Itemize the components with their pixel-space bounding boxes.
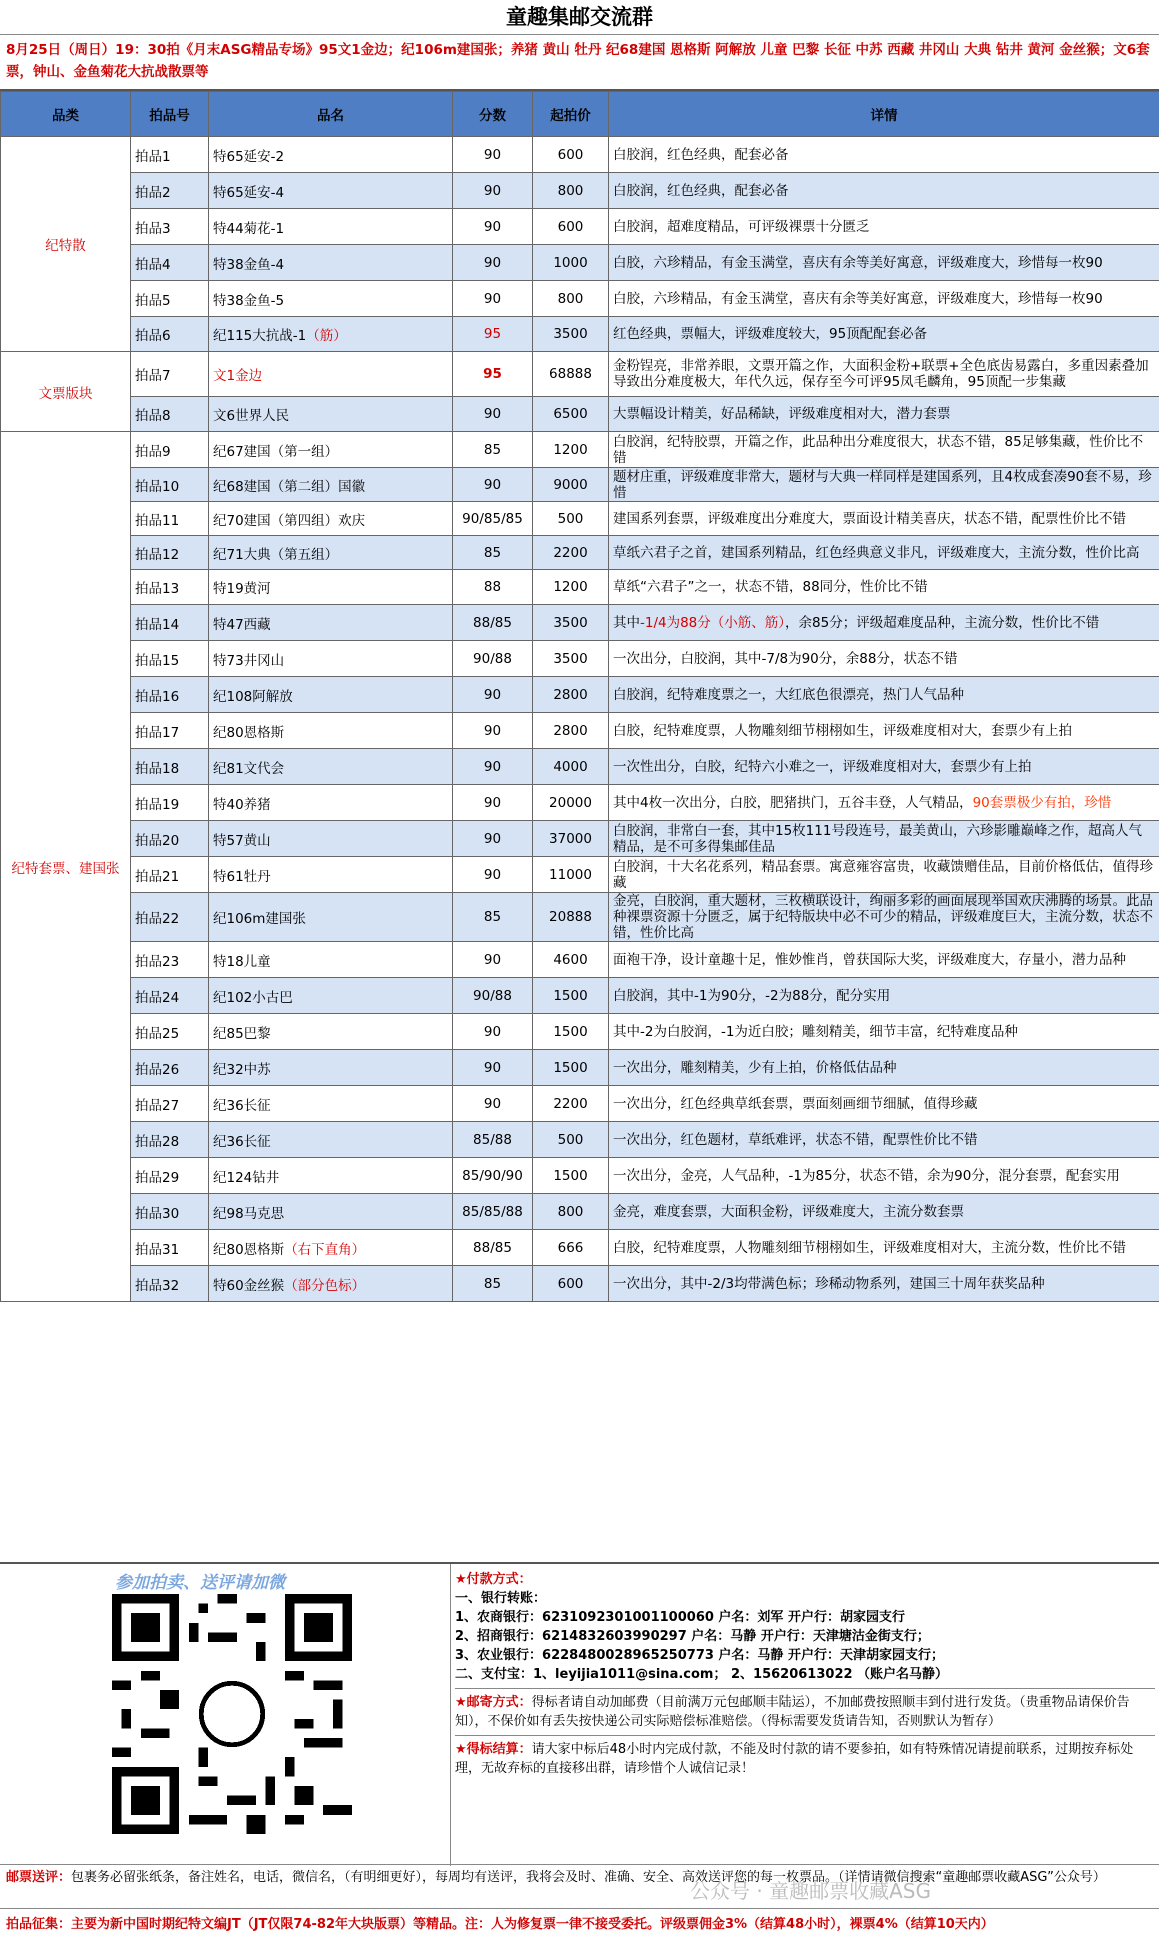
lot-price: 1500 xyxy=(533,1050,609,1086)
lot-number: 拍品25 xyxy=(131,1014,209,1050)
detail-text: 白胶润，十大名花系列，精品套票。寓意雍容富贵，收藏馈赠佳品，目前价格低估，值得珍藏 xyxy=(613,858,1153,891)
table-row xyxy=(1,1050,1159,1086)
payment-info xyxy=(455,1570,1155,1778)
table-row xyxy=(1,1194,1159,1230)
lot-score: 88 xyxy=(453,570,533,605)
lot-detail xyxy=(609,245,1159,281)
lot-score: 90 xyxy=(453,785,533,821)
lot-detail xyxy=(609,1050,1159,1086)
lot-name xyxy=(209,209,453,245)
detail-text: 一次出分，金亮，人气品种，-1为85分，状态不错，余为90分，混分套票，配套实用 xyxy=(613,1167,1120,1184)
table-row xyxy=(1,1266,1159,1302)
lot-number: 拍品32 xyxy=(131,1266,209,1302)
page-title: 童趣集邮交流群 xyxy=(0,0,1159,35)
table-row xyxy=(1,468,1159,502)
detail-text: 一次出分，红色经典草纸套票，票面刻画细节细腻，值得珍藏 xyxy=(613,1095,978,1112)
lot-number: 拍品7 xyxy=(131,352,209,397)
lot-name xyxy=(209,1266,453,1302)
lot-name-text: 纪98马克思 xyxy=(213,1205,285,1222)
lot-price: 1500 xyxy=(533,1014,609,1050)
lot-name-text: 特73井冈山 xyxy=(213,652,285,669)
detail-text: 白胶润，超难度精品，可评级裸票十分匮乏 xyxy=(613,218,870,235)
shipping-title: ★邮寄方式： xyxy=(455,1695,532,1710)
table-row xyxy=(1,713,1159,749)
lot-price: 2200 xyxy=(533,1086,609,1122)
watermark: 公众号 · 童趣邮票收藏ASG xyxy=(690,1879,931,1903)
lot-score: 90/88 xyxy=(453,641,533,677)
lot-detail xyxy=(609,1086,1159,1122)
table-row xyxy=(1,1086,1159,1122)
detail-text: 草纸“六君子”之一，状态不错，88同分，性价比不错 xyxy=(613,579,928,595)
lot-price: 800 xyxy=(533,281,609,317)
lot-number: 拍品9 xyxy=(131,432,209,468)
lot-name xyxy=(209,245,453,281)
lot-score: 85 xyxy=(453,1266,533,1302)
lot-number: 拍品21 xyxy=(131,857,209,893)
detail-text: 白胶，六珍精品，有金玉满堂，喜庆有余等美好寓意，评级难度大，珍惜每一枚90 xyxy=(613,290,1103,307)
lot-score: 90 xyxy=(453,468,533,502)
detail-text: 白胶润，红色经典，配套必备 xyxy=(613,182,789,199)
lot-price: 9000 xyxy=(533,468,609,502)
lot-number: 拍品27 xyxy=(131,1086,209,1122)
lot-price: 800 xyxy=(533,1194,609,1230)
lot-score: 85 xyxy=(453,536,533,570)
table-row xyxy=(1,1158,1159,1194)
lot-score: 90 xyxy=(453,209,533,245)
lot-name xyxy=(209,893,453,942)
lot-name-note: （部分色标） xyxy=(284,1277,366,1294)
bank-line-3: 3、农业银行：6228480028965250773 户名：马静 开户行：天津胡家园支行； xyxy=(455,1648,944,1663)
table-row xyxy=(1,173,1159,209)
detail-highlight: -1/4为88分（小筋、筋） xyxy=(640,614,786,631)
category-cell: 文票版块 xyxy=(1,352,131,432)
lot-number: 拍品12 xyxy=(131,536,209,570)
header-name: 品名 xyxy=(209,92,453,137)
lot-name xyxy=(209,502,453,536)
detail-text: 白胶润，纪特胶票，开篇之作，此品种出分难度很大，状态不错，85足够集藏，性价比不错 xyxy=(613,433,1144,466)
table-row xyxy=(1,821,1159,857)
lot-score: 85 xyxy=(453,432,533,468)
lot-price: 666 xyxy=(533,1230,609,1266)
detail-text: 白胶，六珍精品，有金玉满堂，喜庆有余等美好寓意，评级难度大，珍惜每一枚90 xyxy=(613,254,1103,271)
lot-number: 拍品14 xyxy=(131,605,209,641)
qr-caption: 参加拍卖、送评请加微 xyxy=(115,1573,285,1593)
lot-price: 1000 xyxy=(533,245,609,281)
lot-price: 6500 xyxy=(533,397,609,432)
lot-name-text: 特18儿童 xyxy=(213,953,271,970)
detail-text: 金粉锃亮，非常养眼，文票开篇之作，大面积金粉+联票+全色底齿易露白，多重因素叠加导致出分难度极大，年代久远，保存至今可评95凤毛麟角，95顶配一步集藏 xyxy=(613,358,1149,390)
lot-name-text: 特60金丝猴 xyxy=(213,1277,285,1294)
lot-number: 拍品4 xyxy=(131,245,209,281)
lot-number: 拍品2 xyxy=(131,173,209,209)
detail-text: 一次出分，其中-2/3均带满色标；珍稀动物系列，建国三十周年获奖品种 xyxy=(613,1275,1045,1292)
category-cell: 纪特散 xyxy=(1,137,131,352)
table-row xyxy=(1,502,1159,536)
lot-name-text: 纪81文代会 xyxy=(213,760,285,777)
table-row xyxy=(1,641,1159,677)
lot-name xyxy=(209,317,453,352)
lot-number: 拍品28 xyxy=(131,1122,209,1158)
lot-name xyxy=(209,137,453,173)
lot-name xyxy=(209,281,453,317)
lot-price: 20888 xyxy=(533,893,609,942)
lot-name xyxy=(209,173,453,209)
auction-notice: 8月25日（周日）19：30拍《月末ASG精品专场》95文1金边；纪106m建国张；养猪 黄山 牡丹 纪68建国 恩格斯 阿解放 儿童 巴黎 长征 中苏 西藏 井冈山 大典 钻井 黄河 金丝猴；文6套票，钟山、金鱼菊花大抗战散票等 xyxy=(0,35,1159,91)
detail-text: 红色经典，票幅大，评级难度较大，95顶配配套必备 xyxy=(613,326,928,342)
detail-pre: 其中 xyxy=(613,614,640,631)
lot-score: 90 xyxy=(453,137,533,173)
lot-price: 1500 xyxy=(533,978,609,1014)
detail-text: 其中4枚一次出分，白胶，肥猪拱门，五谷丰登，人气精品， xyxy=(613,794,973,811)
table-row xyxy=(1,209,1159,245)
lot-name-note: （右下直角） xyxy=(284,1241,366,1258)
detail-text: 面袍干净，设计童趣十足，惟妙惟肖，曾获国际大奖，评级难度大，存量小，潜力品种 xyxy=(613,951,1126,968)
lot-name xyxy=(209,1158,453,1194)
detail-text: 题材庄重，评级难度非常大，题材与大典一样同样是建国系列，且4枚成套凑90套不易，珍惜 xyxy=(613,468,1152,501)
lot-name-text: 特65延安-4 xyxy=(213,184,285,201)
lot-detail xyxy=(609,942,1159,978)
settlement-section xyxy=(455,1735,1155,1778)
detail-text: 一次出分，红色题材，草纸难评，状态不错，配票性价比不错 xyxy=(613,1131,978,1148)
lot-score: 90 xyxy=(453,1086,533,1122)
collect-footer: 拍品征集：主要为新中国时期纪特文编JT（JT仅限74-82年大块版票）等精品。注：人为修复票一律不接受委托。评级票佣金3%（结算48小时），裸票4%（结算10天内） xyxy=(0,1908,1159,1935)
detail-text: 白胶润，红色经典，配套必备 xyxy=(613,146,789,163)
lot-score: 85 xyxy=(453,893,533,942)
lot-score: 90 xyxy=(453,942,533,978)
lot-score: 90 xyxy=(453,397,533,432)
lot-price: 3500 xyxy=(533,317,609,352)
detail-text: ，余85分；评级超难度品种，主流分数，性价比不错 xyxy=(785,614,1100,631)
table-row xyxy=(1,785,1159,821)
lot-detail xyxy=(609,893,1159,942)
lot-price: 11000 xyxy=(533,857,609,893)
lot-name-text: 特40养猪 xyxy=(213,796,271,813)
table-row xyxy=(1,352,1159,397)
lot-name xyxy=(209,352,453,397)
lot-price: 68888 xyxy=(533,352,609,397)
lot-price: 3500 xyxy=(533,641,609,677)
lot-price: 600 xyxy=(533,209,609,245)
detail-text: 其中-2为白胶润，-1为近白胶；雕刻精美，细节丰富，纪特难度品种 xyxy=(613,1023,1018,1040)
qr-section xyxy=(0,1564,451,1866)
table-row xyxy=(1,857,1159,893)
lot-price: 2200 xyxy=(533,536,609,570)
detail-text: 一次性出分，白胶，纪特六小难之一，评级难度相对大，套票少有上拍 xyxy=(613,758,1032,775)
lot-number: 拍品15 xyxy=(131,641,209,677)
header-lot: 拍品号 xyxy=(131,92,209,137)
lot-name xyxy=(209,1086,453,1122)
bank-line-2: 2、招商银行：6214832603990297 户名：马静 开户行：天津塘沽金街支行； xyxy=(455,1629,930,1644)
lot-price: 600 xyxy=(533,137,609,173)
shipping-text: 得标者请自动加邮费（目前满万元包邮顺丰陆运），不加邮费按照顺丰到付进行发货。（贵重物品请保价告知），不保价如有丢失按快递公司实际赔偿标准赔偿。（得标需要发货请告知，否则默认为暂存） xyxy=(455,1695,1130,1729)
lot-score: 90 xyxy=(453,821,533,857)
lot-name xyxy=(209,1194,453,1230)
lot-price: 3500 xyxy=(533,605,609,641)
lot-name xyxy=(209,857,453,893)
lot-number: 拍品6 xyxy=(131,317,209,352)
lot-name xyxy=(209,1122,453,1158)
lot-name xyxy=(209,821,453,857)
lot-detail xyxy=(609,821,1159,857)
lot-name xyxy=(209,468,453,502)
lot-name xyxy=(209,978,453,1014)
lot-name-text: 纪67建国（第一组） xyxy=(213,443,339,460)
alipay-line: 二、支付宝：1、leyijia1011@sina.com； 2、15620613022 （账户名马静） xyxy=(455,1667,949,1682)
settlement-title: ★得标结算： xyxy=(455,1742,532,1757)
lot-name-text: 特65延安-2 xyxy=(213,148,285,165)
lot-name-text: 文6世界人民 xyxy=(213,408,290,424)
header-price: 起拍价 xyxy=(533,92,609,137)
lot-name-text: 特38金鱼-4 xyxy=(213,256,285,273)
lot-name xyxy=(209,397,453,432)
table-row xyxy=(1,432,1159,468)
lot-detail xyxy=(609,677,1159,713)
table-row xyxy=(1,605,1159,641)
header-score: 分数 xyxy=(453,92,533,137)
lot-price: 1500 xyxy=(533,1158,609,1194)
lot-number: 拍品5 xyxy=(131,281,209,317)
lot-number: 拍品13 xyxy=(131,570,209,605)
lot-detail xyxy=(609,502,1159,536)
lot-detail xyxy=(609,1266,1159,1302)
lot-name-text: 特57黄山 xyxy=(213,832,271,849)
lot-name-text: 特38金鱼-5 xyxy=(213,292,285,309)
lot-name xyxy=(209,942,453,978)
lot-name xyxy=(209,432,453,468)
lot-name-text: 特61牡丹 xyxy=(213,868,271,885)
lot-name-text: 纪80恩格斯 xyxy=(213,1241,285,1258)
lot-name xyxy=(209,641,453,677)
lot-name-text: 纪106m建国张 xyxy=(213,911,306,927)
lot-name-text: 纪115大抗战-1 xyxy=(213,328,307,344)
lot-name xyxy=(209,1230,453,1266)
lot-detail xyxy=(609,137,1159,173)
table-row xyxy=(1,1230,1159,1266)
table-row xyxy=(1,942,1159,978)
detail-text: 大票幅设计精美，好品稀缺，评级难度相对大，潜力套票 xyxy=(613,406,951,422)
table-row xyxy=(1,137,1159,173)
review-footer xyxy=(0,1864,1159,1908)
lot-price: 20000 xyxy=(533,785,609,821)
detail-text: 一次出分，白胶润，其中-7/8为90分，余88分，状态不错 xyxy=(613,650,958,667)
lot-number: 拍品10 xyxy=(131,468,209,502)
lot-score: 90 xyxy=(453,1050,533,1086)
table-row xyxy=(1,1014,1159,1050)
lot-price: 2800 xyxy=(533,677,609,713)
lot-score: 85/85/88 xyxy=(453,1194,533,1230)
lot-name xyxy=(209,1014,453,1050)
lot-price: 1200 xyxy=(533,432,609,468)
lot-price: 4600 xyxy=(533,942,609,978)
lot-detail xyxy=(609,1194,1159,1230)
lot-score: 95 xyxy=(453,317,533,352)
lot-name-text: 特44菊花-1 xyxy=(213,220,285,237)
table-row xyxy=(1,536,1159,570)
table-row xyxy=(1,570,1159,605)
info-section xyxy=(0,1562,1159,1866)
lot-number: 拍品11 xyxy=(131,502,209,536)
lot-detail xyxy=(609,1014,1159,1050)
lot-detail xyxy=(609,641,1159,677)
lot-number: 拍品3 xyxy=(131,209,209,245)
lot-name xyxy=(209,570,453,605)
lot-score: 90 xyxy=(453,713,533,749)
lots-table xyxy=(0,91,1159,1302)
lot-price: 500 xyxy=(533,1122,609,1158)
table-row xyxy=(1,978,1159,1014)
lot-score: 90 xyxy=(453,281,533,317)
detail-text: 建国系列套票，评级难度出分难度大，票面设计精美喜庆，状态不错，配票性价比不错 xyxy=(613,510,1126,527)
lot-detail xyxy=(609,209,1159,245)
lot-name xyxy=(209,536,453,570)
detail-text: 白胶润，其中-1为90分，-2为88分，配分实用 xyxy=(613,987,891,1004)
lot-name-text: 纪68建国（第二组）国徽 xyxy=(213,478,366,495)
header-detail: 详情 xyxy=(609,92,1159,137)
lot-detail xyxy=(609,397,1159,432)
lot-name xyxy=(209,1050,453,1086)
bank-line-1: 1、农商银行：6231092301001100060 户名：刘军 开户行：胡家园支行 xyxy=(455,1610,905,1625)
category-cell: 纪特套票、建国张 xyxy=(1,432,131,1302)
lot-name-text: 纪71大典（第五组） xyxy=(213,546,339,563)
lot-name-text: 纪108阿解放 xyxy=(213,688,293,705)
header-category: 品类 xyxy=(1,92,131,137)
lot-number: 拍品31 xyxy=(131,1230,209,1266)
lot-name-text: 纪36长征 xyxy=(213,1097,271,1114)
lot-score: 85/90/90 xyxy=(453,1158,533,1194)
lot-score: 90/85/85 xyxy=(453,502,533,536)
lot-detail xyxy=(609,352,1159,397)
table-row xyxy=(1,677,1159,713)
lot-score: 90 xyxy=(453,1014,533,1050)
detail-text: 草纸六君子之首，建国系列精品，红色经典意义非凡，评级难度大，主流分数，性价比高 xyxy=(613,544,1140,561)
table-row xyxy=(1,893,1159,942)
detail-text: 白胶，纪特难度票，人物雕刻细节栩栩如生，评级难度相对大，套票少有上拍 xyxy=(613,722,1072,739)
lot-number: 拍品19 xyxy=(131,785,209,821)
lot-number: 拍品8 xyxy=(131,397,209,432)
detail-text: 一次出分，雕刻精美，少有上拍，价格低估品种 xyxy=(613,1059,897,1076)
lot-score: 90 xyxy=(453,677,533,713)
lot-number: 拍品18 xyxy=(131,749,209,785)
lot-name-text: 纪80恩格斯 xyxy=(213,724,285,741)
lot-name xyxy=(209,605,453,641)
lot-number: 拍品24 xyxy=(131,978,209,1014)
lot-number: 拍品1 xyxy=(131,137,209,173)
review-title: 邮票送评： xyxy=(6,1870,72,1885)
detail-text: 金亮，难度套票，大面积金粉，评级难度大，主流分数套票 xyxy=(613,1203,964,1220)
lot-name xyxy=(209,677,453,713)
lot-name-text: 特47西藏 xyxy=(213,616,271,633)
lot-detail xyxy=(609,1122,1159,1158)
detail-text: 金亮，白胶润，重大题材，三枚横联设计，绚丽多彩的画面展现举国欢庆沸腾的场景。此品种裸票资源十分匮乏，属于纪特版块中必不可少的精品，评级难度巨大，主流分数，状态不错，性价比高 xyxy=(613,893,1153,941)
lot-detail xyxy=(609,978,1159,1014)
lot-number: 拍品17 xyxy=(131,713,209,749)
detail-text: 白胶润，非常白一套，其中15枚111号段连号，最美黄山，六珍影雕巅峰之作，超高人气精品，是不可多得集邮佳品 xyxy=(613,822,1142,855)
table-row xyxy=(1,397,1159,432)
table-row xyxy=(1,317,1159,352)
lot-name-note: （筋） xyxy=(306,328,347,344)
detail-highlight: 90套票极少有拍，珍惜 xyxy=(972,794,1112,811)
lot-price: 1200 xyxy=(533,570,609,605)
table-row xyxy=(1,749,1159,785)
lot-number: 拍品30 xyxy=(131,1194,209,1230)
lot-name-text: 纪124钻井 xyxy=(213,1169,280,1186)
lot-number: 拍品22 xyxy=(131,893,209,942)
lot-number: 拍品23 xyxy=(131,942,209,978)
lot-detail xyxy=(609,281,1159,317)
lot-score: 90 xyxy=(453,245,533,281)
lot-number: 拍品16 xyxy=(131,677,209,713)
lot-detail xyxy=(609,468,1159,502)
lot-score: 90 xyxy=(453,173,533,209)
lot-price: 500 xyxy=(533,502,609,536)
lot-score: 90/88 xyxy=(453,978,533,1014)
lot-name-text: 纪85巴黎 xyxy=(213,1025,271,1042)
shipping-section xyxy=(455,1688,1155,1731)
lot-price: 37000 xyxy=(533,821,609,857)
lot-number: 拍品20 xyxy=(131,821,209,857)
lot-detail xyxy=(609,432,1159,468)
lot-detail xyxy=(609,173,1159,209)
lot-price: 2800 xyxy=(533,713,609,749)
lot-score: 85/88 xyxy=(453,1122,533,1158)
lot-detail xyxy=(609,317,1159,352)
payment-title: ★付款方式： xyxy=(455,1572,532,1587)
lot-name-text: 纪70建国（第四组）欢庆 xyxy=(213,512,366,529)
table-row xyxy=(1,245,1159,281)
lot-number: 拍品26 xyxy=(131,1050,209,1086)
table-header-row xyxy=(1,92,1159,137)
lot-score: 95 xyxy=(453,352,533,397)
wechat-qr-code-icon xyxy=(112,1594,352,1834)
lot-score: 88/85 xyxy=(453,1230,533,1266)
lot-name-text: 纪102小古巴 xyxy=(213,989,293,1006)
lot-score: 90 xyxy=(453,749,533,785)
lot-price: 4000 xyxy=(533,749,609,785)
lot-detail xyxy=(609,713,1159,749)
lot-detail xyxy=(609,536,1159,570)
settlement-text: 请大家中标后48小时内完成付款，不能及时付款的请不要参拍，如有特殊情况请提前联系，过期按弃标处理，无故弃标的直接移出群，请珍惜个人诚信记录！ xyxy=(455,1742,1134,1776)
detail-text: 白胶润，纪特难度票之一，大红底色很漂亮，热门人气品种 xyxy=(613,686,964,703)
detail-text: 白胶，纪特难度票，人物雕刻细节栩栩如生，评级难度相对大，主流分数，性价比不错 xyxy=(613,1239,1126,1256)
lot-score: 88/85 xyxy=(453,605,533,641)
lot-price: 800 xyxy=(533,173,609,209)
lot-name-text: 纪32中苏 xyxy=(213,1061,271,1078)
table-row xyxy=(1,1122,1159,1158)
lot-detail xyxy=(609,749,1159,785)
lot-name xyxy=(209,713,453,749)
lot-name xyxy=(209,785,453,821)
lot-number: 拍品29 xyxy=(131,1158,209,1194)
lot-detail xyxy=(609,570,1159,605)
table-row xyxy=(1,281,1159,317)
lot-detail xyxy=(609,1230,1159,1266)
lot-name-text: 文1金边 xyxy=(213,368,263,384)
lot-detail xyxy=(609,1158,1159,1194)
lot-detail xyxy=(609,605,1159,641)
lot-name-text: 纪36长征 xyxy=(213,1133,271,1150)
lot-score: 90 xyxy=(453,857,533,893)
lot-detail xyxy=(609,785,1159,821)
lot-name xyxy=(209,749,453,785)
lot-name-text: 特19黄河 xyxy=(213,581,271,597)
bank-transfer-title: 一、银行转账： xyxy=(455,1591,547,1606)
lot-detail xyxy=(609,857,1159,893)
review-text: 包裹务必留张纸条，备注姓名，电话，微信名，（有明细更好），每周均有送评，我将会及时、准确、安全、高效送评您的每一枚票品。（详情请微信搜索“童趣邮票收藏ASG”公众号） xyxy=(71,1870,1106,1885)
lot-price: 600 xyxy=(533,1266,609,1302)
